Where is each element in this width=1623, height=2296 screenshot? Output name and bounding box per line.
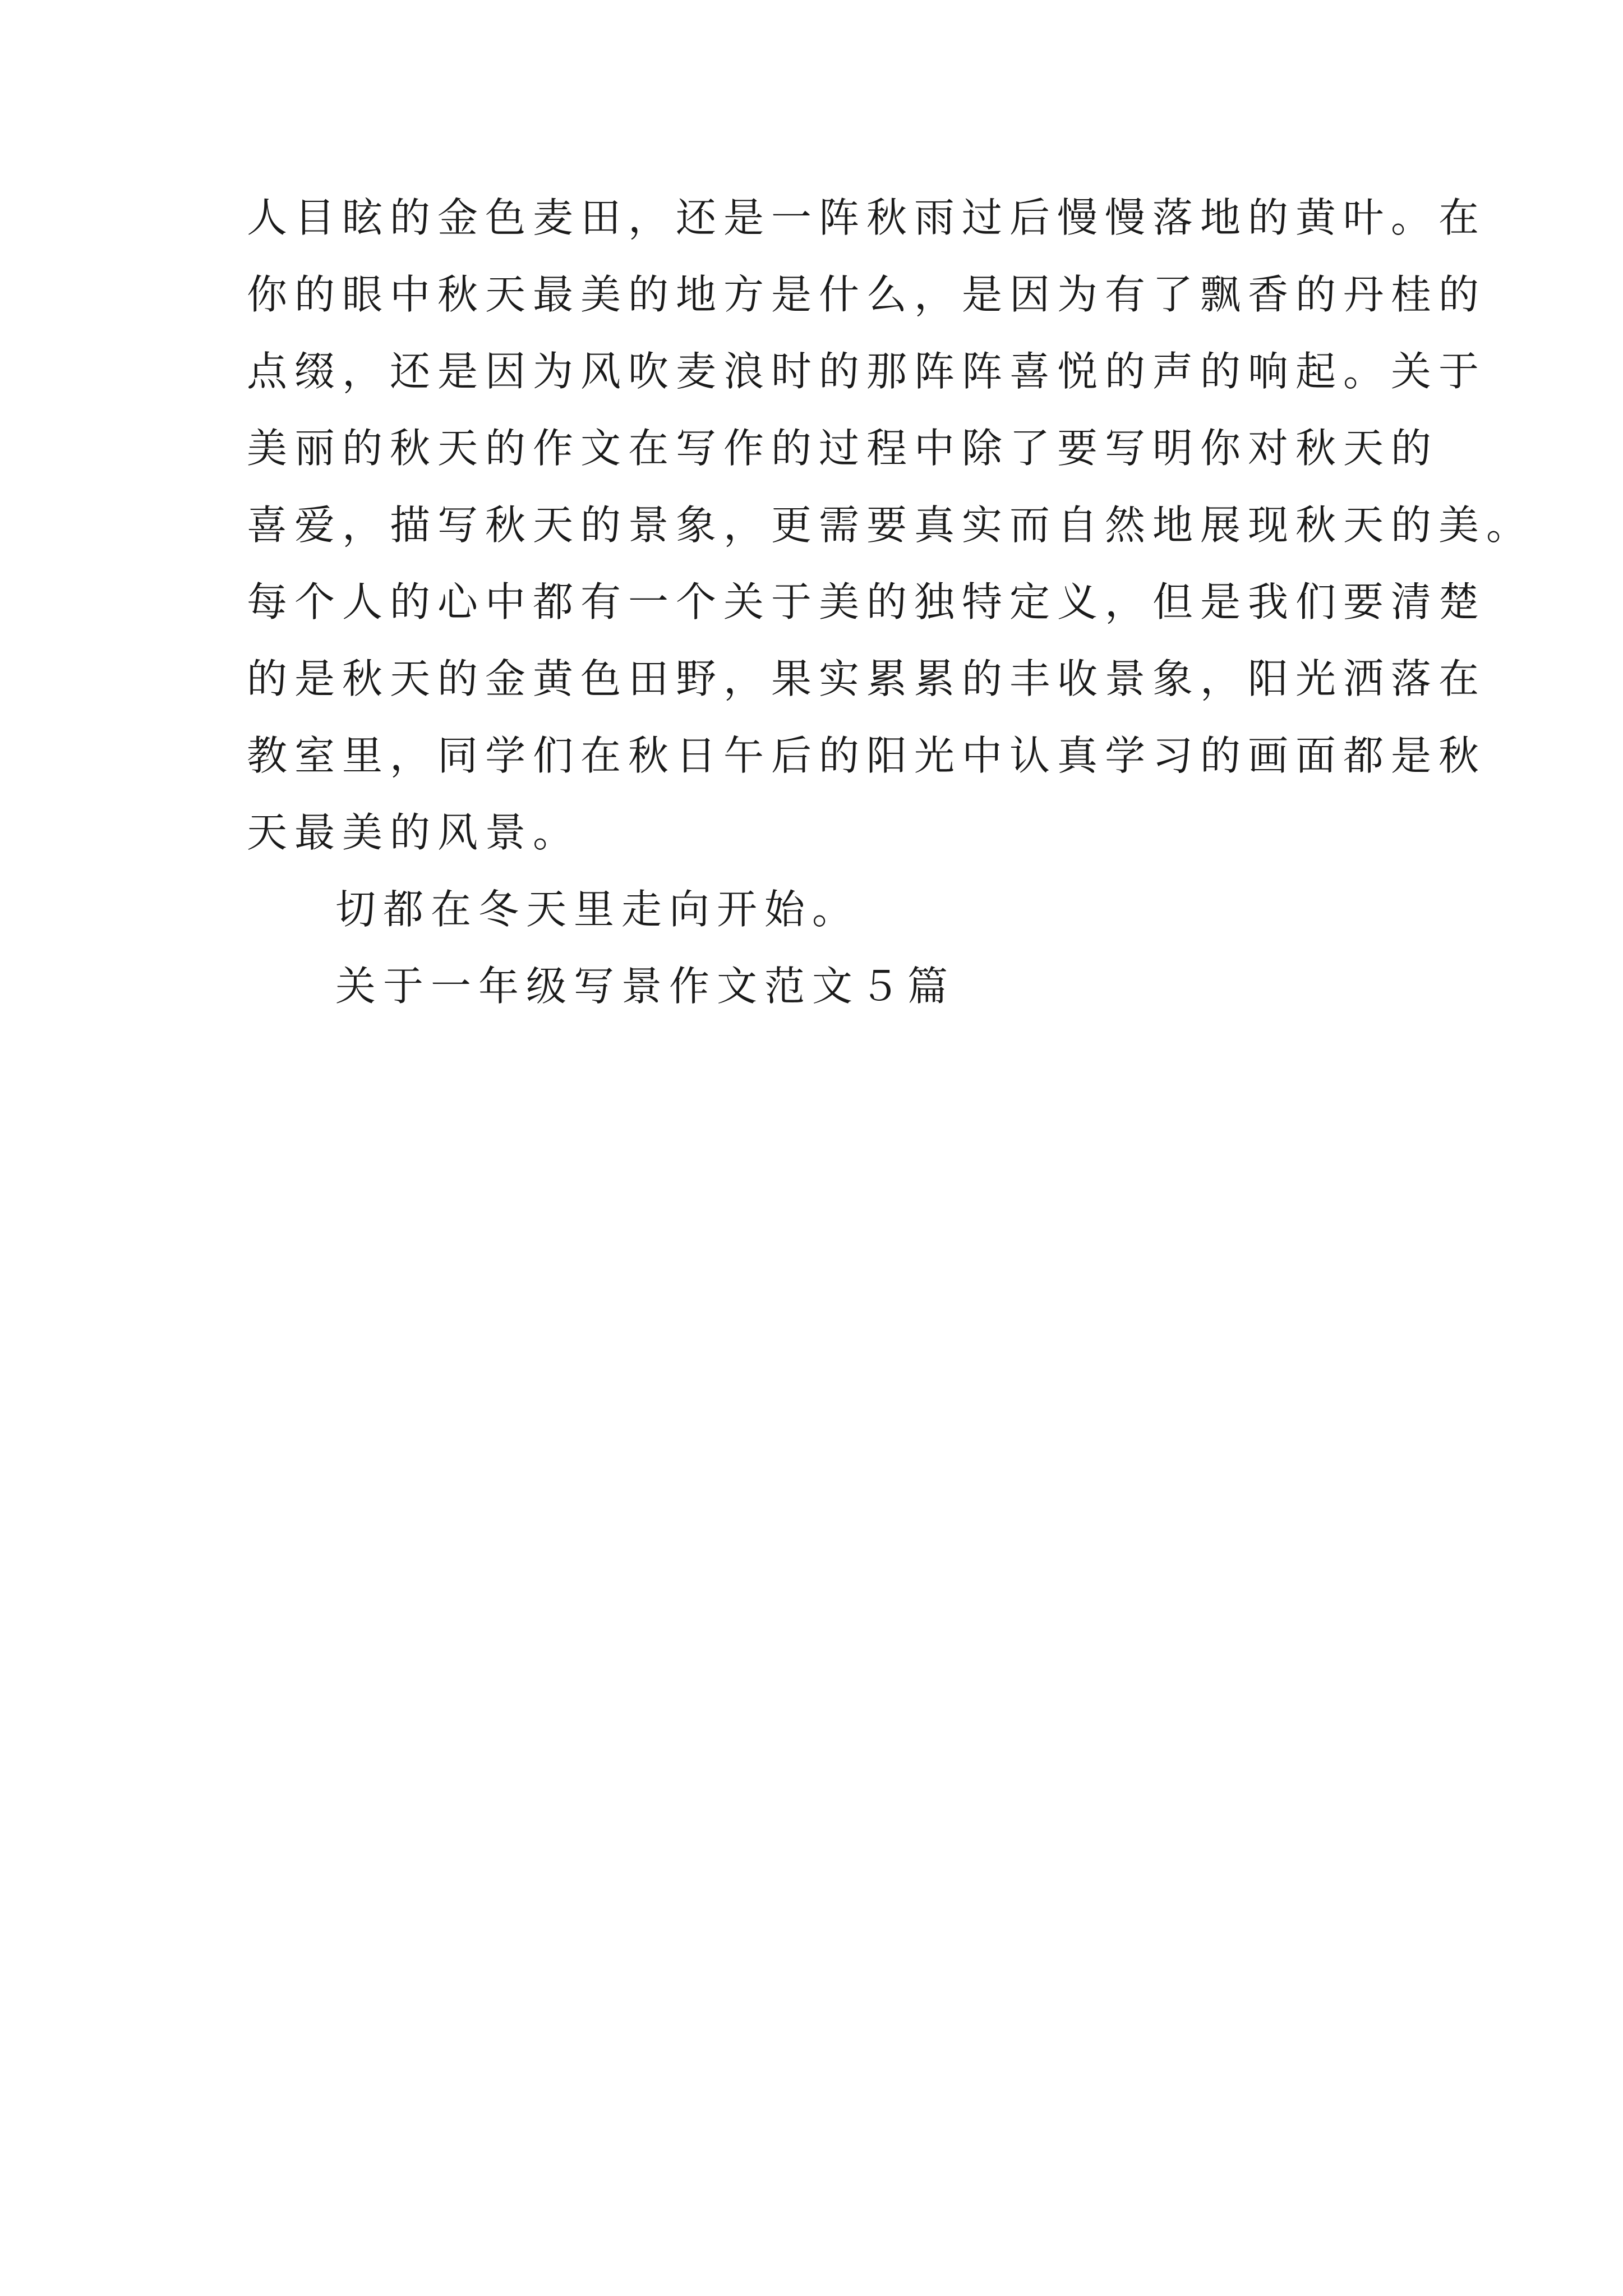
paragraph-line: 的是秋天的金黄色田野，果实累累的丰收景象，阳光洒落在 (247, 655, 1487, 702)
paragraph-line: 美丽的秋天的作文在写作的过程中除了要写明你对秋天的 (247, 425, 1439, 472)
paragraph-line: 每个人的心中都有一个关于美的独特定义，但是我们要清楚 (247, 578, 1487, 625)
paragraph-winter: 切都在冬天里走向开始。 (335, 886, 860, 933)
paragraph-line: 教室里，同学们在秋日午后的阳光中认真学习的画面都是秋 (247, 732, 1487, 779)
paragraph-line: 天最美的风景。 (247, 809, 581, 856)
paragraph-line: 你的眼中秋天最美的地方是什么，是因为有了飘香的丹桂的 (247, 271, 1487, 318)
paragraph-line: 喜爱，描写秋天的景象，更需要真实而自然地展现秋天的美。 (247, 501, 1534, 549)
paragraph-line: 人目眩的金色麦田，还是一阵秋雨过后慢慢落地的黄叶。在 (247, 194, 1487, 241)
paragraph-line: 点缀，还是因为风吹麦浪时的那阵阵喜悦的声的响起。关于 (247, 348, 1487, 395)
section-title: 关于一年级写景作文范文５篇 (335, 963, 956, 1010)
paragraph-autumn (247, 180, 1534, 871)
document-body (247, 180, 1534, 1025)
